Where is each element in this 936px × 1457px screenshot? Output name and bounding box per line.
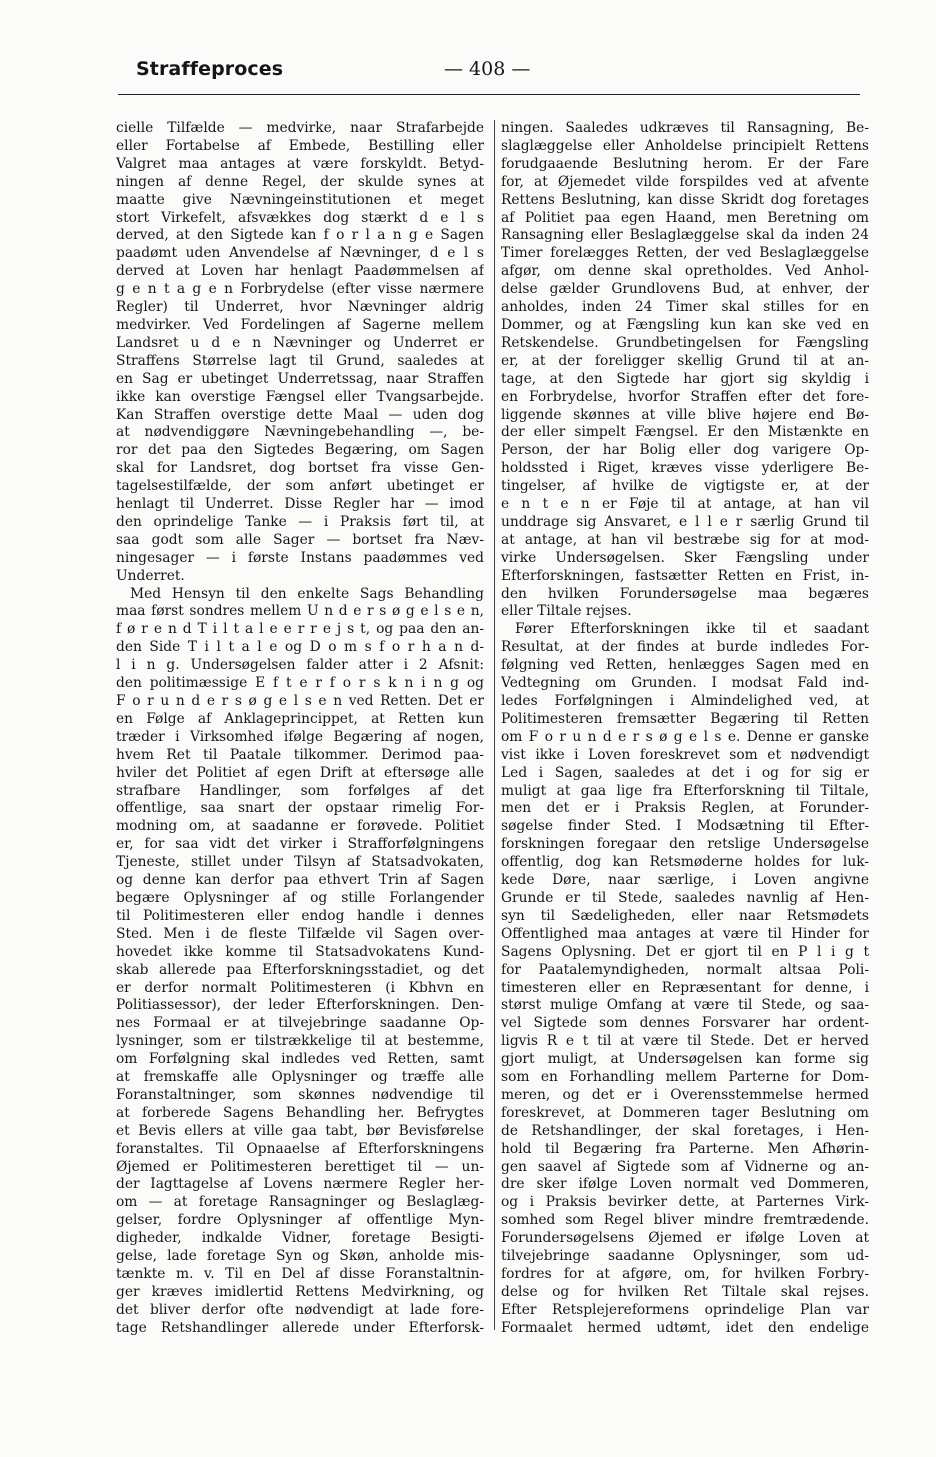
right-column-line: de Retshandlinger, der skal foretages, i Hen- <box>501 1122 869 1139</box>
left-column-line: Sted. Men i de fleste Tilfælde vil Sagen over- <box>116 925 484 942</box>
left-column-line: der Iagttagelse af Lovens nærmere Regler her- <box>116 1176 484 1193</box>
left-column-line: derved, at den Sigtede kan f o r l a n g e Sagen <box>116 227 484 244</box>
right-column-line: for, at Øjemedet vilde forspildes ved at afvente <box>501 173 869 190</box>
right-column-line: ningen. Saaledes udkræves til Ransagning, Be- <box>501 120 869 136</box>
left-column-line: gelser, fordre Oplysninger af offentlige Myn- <box>116 1212 484 1229</box>
right-column-line: e n t e n er Føje til at antage, at han vil <box>501 496 869 513</box>
right-column-line: der eller simpelt Fængsel. Er den Mistænkte en <box>501 424 869 441</box>
right-column-line: Efterforskningen, fastsætter Retten en Frist, in- <box>501 567 869 584</box>
right-column-line: Offentlighed maa antages at være til Hinder for <box>501 925 869 942</box>
right-column-line: eller Tiltale rejses. <box>501 603 632 620</box>
left-column-line: hviler det Politiet af egen Drift at eftersøge alle <box>116 764 484 781</box>
right-column-line: om F o r u n d e r s ø g e l s e. Denne er ganske <box>501 728 869 745</box>
right-column-line: offentlig, dog kan Retsmøderne holdes for luk- <box>501 854 869 871</box>
left-column-line: Tjeneste, stillet under Tilsyn af Statsadvokaten, <box>116 854 484 871</box>
right-column-line: af Politiet paa egen Haand, men Beretning om <box>501 209 869 226</box>
right-column-line: Ransagning eller Beslaglæggelse skal da inden 24 <box>501 227 869 244</box>
right-column-line: og i Praksis bevirker dette, at Parternes Virk- <box>501 1194 869 1211</box>
right-column-line: som en Forhandling mellem Parterne for Dom- <box>501 1069 869 1086</box>
left-column-line: g e n t a g e n Forbrydelse (efter visse nærmere <box>116 281 484 298</box>
left-column-line: Landsret u d e n Nævninger og Underret er <box>116 334 484 351</box>
left-column-line: eller Fortabelse af Embede, Bestilling eller <box>116 137 484 154</box>
left-column-line: ikke kan overstige Fængsel eller Tvangsarbejde. <box>116 388 484 405</box>
right-column-line: delse gælder Grundlovens Bud, at enhver, der <box>501 281 869 298</box>
right-column-line: gen saavel af Sigtede som af Vidnerne og an- <box>501 1158 869 1175</box>
left-column-line: maa først sondres mellem U n d e r s ø g e l s e n, <box>116 603 484 620</box>
left-column-line: om Forfølgning skal indledes ved Retten, samt <box>116 1051 484 1068</box>
right-column-line: unddrage sig Ansvaret, e l l e r særlig Grund til <box>501 513 869 530</box>
right-column-line: Retskendelse. Grundbetingelsen for Fængsling <box>501 334 869 351</box>
left-column-line: modning om, at saadanne er forøvede. Politiet <box>116 818 484 835</box>
right-column-line: liggende skønnes at ville blive højere end Bø- <box>501 406 869 423</box>
right-column-line: for Paatalemyndigheden, normalt altsaa Poli- <box>501 961 869 978</box>
right-column-line: en Forbrydelse, hvorfor Straffen efter det fore- <box>501 388 869 405</box>
page-header <box>0 0 936 100</box>
left-column-line: Med Hensyn til den enkelte Sags Behandling <box>130 585 484 602</box>
right-column-line: meren, og det er i Overensstemmelse hermed <box>501 1086 869 1103</box>
left-column-line: l i n g. Undersøgelsen falder atter i 2 Afsnit: <box>116 657 484 674</box>
right-column-line: at antage, at han vil bestræbe sig for at mod- <box>501 531 869 548</box>
right-column-line: gjort muligt, at Undersøgelsen kan forme sig <box>501 1051 869 1068</box>
left-column-line: det bliver derfor ofte nødvendigt at lade fore- <box>116 1301 484 1318</box>
right-column-line: vel Sigtede som dennes Forsvarer har ordent- <box>501 1015 869 1032</box>
left-column-line: derved at Loven har henlagt Paadømmelsen af <box>116 263 484 280</box>
right-column-line: timesteren eller en Repræsentant for denne, i <box>501 979 869 996</box>
left-column-line: den oprindelige Tanke — i Praksis ført til, at <box>116 513 484 530</box>
right-column-line: tilvejebringe saadanne Oplysninger, som ud- <box>501 1248 869 1265</box>
left-column-line: digheder, indkalde Vidner, foretage Besigti- <box>116 1230 484 1247</box>
left-column-line: lysninger, som er tilstrækkelige til at bestemme, <box>116 1033 484 1050</box>
left-column-line: Underret. <box>116 567 185 584</box>
left-column-line: er derfor normalt Politimesteren (i Kbhvn en <box>116 979 484 996</box>
left-column-line: Straffens Størrelse lagt til Grund, saaledes at <box>116 352 484 369</box>
left-column-line: F o r u n d e r s ø g e l s e n ved Retten. Det er <box>116 693 484 709</box>
left-column <box>116 120 484 1338</box>
left-column-line: foranstaltes. Til Opnaaelse af Efterforskningens <box>116 1140 484 1157</box>
left-column-line: den politimæssige E f t e r f o r s k n i n g og <box>116 675 484 692</box>
left-column-line: at nødvendiggøre Nævningebehandling —, be- <box>116 424 484 441</box>
right-column-line: Forundersøgelsens Øjemed er ifølge Loven at <box>501 1230 869 1247</box>
left-column-line: tagelsestilfælde, der som anført ubetinget er <box>116 478 484 495</box>
page-number: — 408 — <box>444 58 531 80</box>
header-rule <box>118 94 860 95</box>
running-title: Straffeproces <box>136 58 284 80</box>
right-column-line: Resultat, at der findes at burde indledes For- <box>501 639 869 656</box>
left-column-line: medvirker. Ved Fordelingen af Sagerne mellem <box>116 316 484 333</box>
right-column-line: anholdes, inden 24 Timer skal stilles for en <box>501 299 869 316</box>
right-column-line: tage, at den Sigtede har gjort sig skyldig i <box>501 370 869 387</box>
left-column-line: træder i Virksomhed ifølge Begæring af nogen, <box>116 728 484 745</box>
left-column-line: cielle Tilfælde — medvirke, naar Strafarbejde <box>116 120 484 136</box>
right-column-line: Sagens Oplysning. Det er gjort til en P l i g t <box>501 943 869 960</box>
left-column-line: at forberede Sagens Behandling her. Befrygtes <box>116 1104 484 1121</box>
right-column-line: søgelse finder Sted. I Modsætning til Efter- <box>501 818 869 835</box>
column-divider <box>494 120 495 1330</box>
left-column-line: saa godt som alle Sager — bortset fra Næv- <box>116 531 484 548</box>
right-column-line: Politimesteren fremsætter Begæring til Retten <box>501 710 869 727</box>
left-column-line: ningesager — i første Instans paadømmes ved <box>116 549 484 566</box>
right-column-line: følgning ved Retten, henlægges Sagen med en <box>501 657 869 674</box>
right-column-line: størst mulige Omfang at være til Stede, og saa- <box>501 997 869 1014</box>
left-column-line: maatte give Nævningeinstitutionen et meget <box>116 191 484 208</box>
right-column-line: muligt at gaa lige fra Efterforskning til Tiltale, <box>501 782 869 799</box>
left-column-line: offentlige, saa snart der opstaar rimelig For- <box>116 800 484 817</box>
left-column-line: et Bevis ellers at ville gaa tabt, bør Bevisførelse <box>116 1122 484 1139</box>
left-column-line: Regler) til Underret, hvor Nævninger aldrig <box>116 299 484 316</box>
right-column-line: somhed som Regel bliver mindre fremtrædende. <box>501 1212 869 1229</box>
left-column-line: skal for Landsret, dog bortset fra visse Gen- <box>116 460 484 477</box>
left-column-line: paadømt uden Anvendelse af Nævninger, d e l s <box>116 245 484 262</box>
left-column-line: Valgret maa antages at være forskyldt. Betyd- <box>116 155 484 172</box>
right-column-line: Fører Efterforskningen ikke til et saadant <box>515 621 869 638</box>
right-column-line: men det er i Praksis Reglen, at Forunder- <box>501 800 869 817</box>
right-column-line: fordres for at afgøre, om, for hvilken Forbry- <box>501 1266 869 1282</box>
left-column-line: en Følge af Anklageprincippet, at Retten kun <box>116 710 484 727</box>
right-column <box>501 120 869 1338</box>
right-column-line: den hvilken Forundersøgelse maa begæres <box>501 585 869 602</box>
right-column-line: ledes Forfølgningen i Almindelighed ved, at <box>501 693 869 709</box>
right-column-line: Grunde er til Stede, saaledes navnlig af Hen- <box>501 889 869 906</box>
right-column-line: tingelser, af hvilke de vigtigste er, at der <box>501 478 869 495</box>
right-column-line: kede Døre, naar særlige, i Loven angivne <box>501 872 869 889</box>
left-column-line: om — at foretage Ransagninger og Beslaglæg- <box>116 1194 484 1211</box>
right-column-line: ligvis R e t til at være til Stede. Det er herved <box>501 1033 869 1050</box>
left-column-line: til Politimesteren eller endog handle i dennes <box>116 907 484 924</box>
right-column-line: afgør, om denne skal opretholdes. Ved Anhol- <box>501 263 869 280</box>
left-column-line: hvem Ret til Paatale tilkommer. Derimod paa- <box>116 746 484 763</box>
right-column-line: vist ikke i Loven foreskrevet som et nødvendigt <box>501 746 869 763</box>
left-column-line: er, for saa vidt det virker i Strafforfølgningens <box>116 836 484 853</box>
right-column-line: slaglæggelse eller Anholdelse principielt Rettens <box>501 137 869 154</box>
left-column-line: den Side T i l t a l e og D o m s f o r h a n d- <box>116 639 484 656</box>
right-column-line: Efter Retsplejereformens oprindelige Plan var <box>501 1301 869 1318</box>
left-column-line: tage Retshandlinger allerede under Efterforsk- <box>116 1319 484 1336</box>
left-column-line: f ø r e n d T i l t a l e e r r e j s t, og paa den an- <box>116 621 484 638</box>
left-column-line: en Sag er ubetinget Underretssag, naar Straffen <box>116 370 484 387</box>
left-column-line: begære Oplysninger af og stille Forlangender <box>116 889 484 906</box>
left-column-line: at fremskaffe alle Oplysninger og træffe alle <box>116 1069 484 1086</box>
right-column-line: Person, der har Bolig eller dog varigere Op- <box>501 442 869 459</box>
right-column-line: virke Undersøgelsen. Sker Fængsling under <box>501 549 869 566</box>
left-column-line: ger kræves imidlertid Rettens Medvirkning, og <box>116 1283 484 1300</box>
left-column-line: Politiassessor), der leder Efterforskningen. Den- <box>116 997 484 1014</box>
right-column-line: Dommer, og at Fængsling kun kan ske ved en <box>501 316 869 333</box>
left-column-line: ror det paa den Sigtedes Begæring, om Sagen <box>116 442 484 459</box>
left-column-line: ningen af denne Regel, der skulde synes at <box>116 173 484 190</box>
right-column-line: forskningen foregaar den retslige Undersøgelse <box>501 836 869 853</box>
right-column-line: hold til Begæring fra Parterne. Men Afhørin- <box>501 1140 869 1157</box>
right-column-line: syn til Sædeligheden, eller naar Retsmødets <box>501 907 869 924</box>
left-column-line: Kan Straffen overstige dette Maal — uden dog <box>116 406 484 423</box>
right-column-line: Timer forelægges Retten, der ved Beslaglæggelse <box>501 245 869 262</box>
right-column-line: dre sker ifølge Loven normalt ved Dommeren, <box>501 1176 869 1193</box>
right-column-line: holdssted i Riget, kræves visse yderligere Be- <box>501 460 869 477</box>
right-column-line: foreskrevet, at Dommeren tager Beslutning om <box>501 1104 869 1121</box>
right-column-line: Formaalet hermed udtømt, idet den endelige <box>501 1319 869 1336</box>
left-column-line: gelse, lade foretage Syn og Skøn, anholde mis- <box>116 1248 484 1265</box>
left-column-line: tænkte m. v. Til en Del af disse Foranstaltnin- <box>116 1266 484 1282</box>
right-column-line: Rettens Beslutning, kan disse Skridt dog foretages <box>501 191 869 208</box>
left-column-line: strafbare Handlinger, som forfølges af det <box>116 782 484 799</box>
left-column-line: stort Virkefelt, afsvækkes dog stærkt d e l s <box>116 209 484 226</box>
right-column-line: delse og for hvilken Ret Tiltale skal rejses. <box>501 1283 869 1300</box>
right-column-line: Led i Sagen, saaledes at det i og for sig er <box>501 764 869 781</box>
left-column-line: skab allerede paa Efterforskningsstadiet, og det <box>116 961 484 978</box>
left-column-line: nes Formaal er at tilvejebringe saadanne Op- <box>116 1015 484 1032</box>
right-column-line: forudgaaende Beslutning herom. Er der Fare <box>501 155 869 172</box>
left-column-line: hovedet ikke komme til Statsadvokatens Kund- <box>116 943 484 960</box>
left-column-line: og denne kan derfor paa ethvert Trin af Sagen <box>116 872 484 889</box>
right-column-line: er, at der foreligger skellig Grund til at an- <box>501 352 869 369</box>
left-column-line: Øjemed er Politimesteren berettiget til — un- <box>116 1158 484 1175</box>
left-column-line: henlagt til Underret. Disse Regler har — imod <box>116 496 484 513</box>
right-column-line: Vedtegning om Grunden. I modsat Fald ind- <box>501 675 869 692</box>
left-column-line: Foranstaltninger, som skønnes nødvendige til <box>116 1086 484 1103</box>
